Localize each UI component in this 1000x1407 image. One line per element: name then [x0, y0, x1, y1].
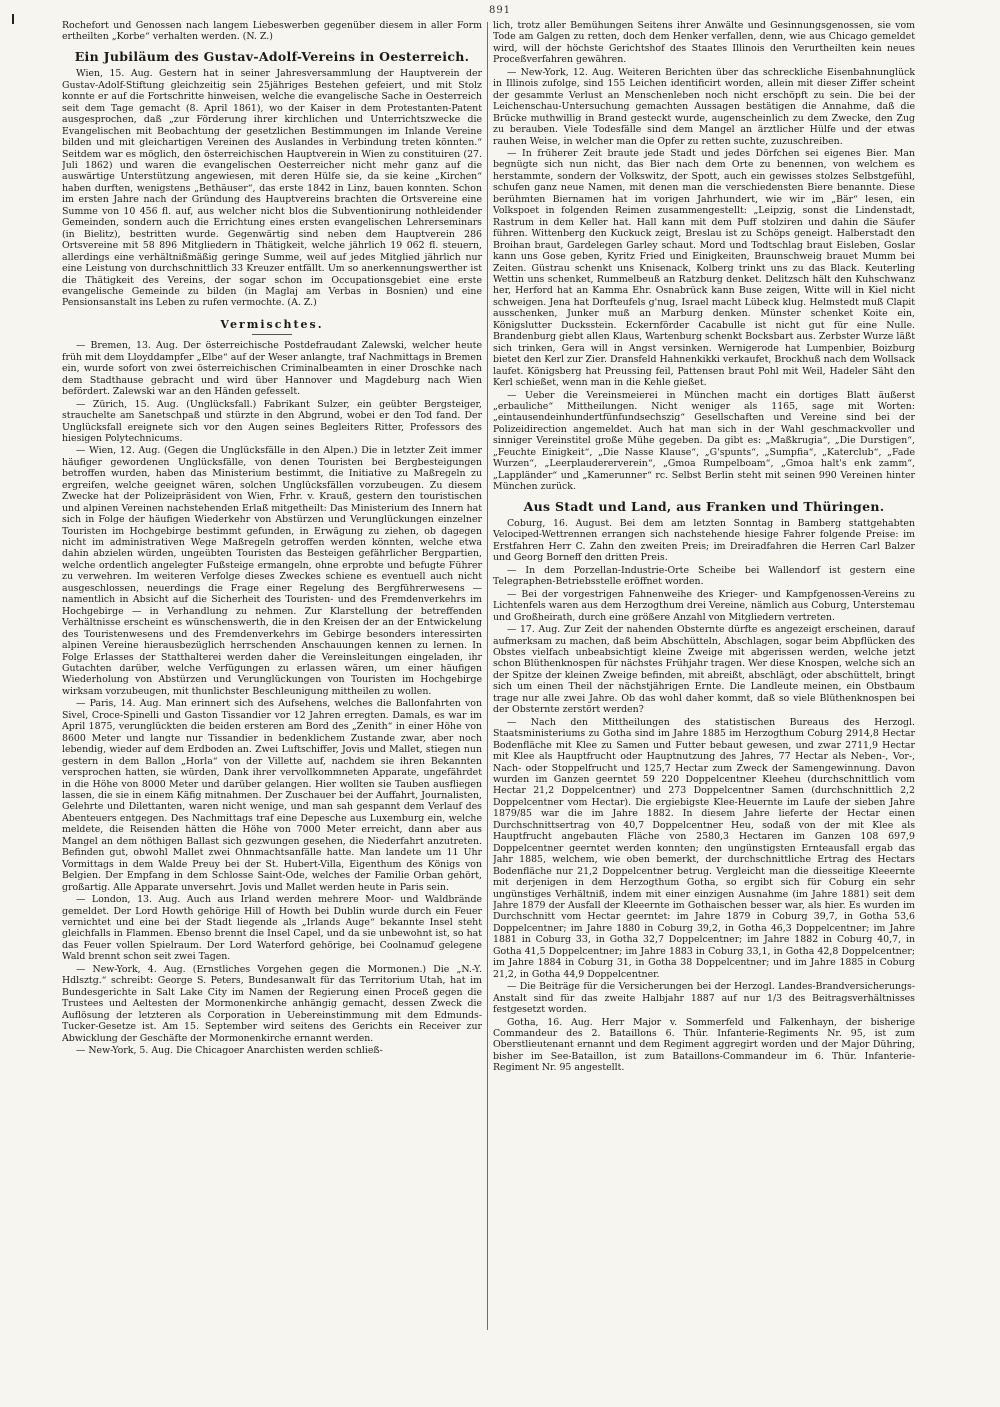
news-paragraph-chicago-cont: lich, trotz aller Bemühungen Seitens ihrer Anwälte und Gesinnungsgenossen, sie vom Tode am Galgen zu retten, doch dem Henker verfallen, denn, wie aus Chicago gemeldet wird, will der höchste Gerichtshof des Staates Illinois den Verurtheilten kein neues Proceßverfahren gewähren. — [493, 20, 915, 66]
news-paragraph-gotha: Gotha, 16. Aug. Herr Major v. Sommerfeld und Falkenhayn, der bisherige Commandeur des 2. Bataillons 6. Thür. Infanterie-Regiments Nr. 95, ist zum Oberstlieutenant ernannt und dem Regiment aggregirt worden und der Major Dühring, bisher im See-Bataillon, ist zum Bataillons-Commandeur im 6. Thür. Infanterie-Regiment Nr. 95 angestellt. — [493, 1016, 915, 1074]
news-paragraph-bremen: — Bremen, 13. Aug. Der österreichische Postdefraudant Zalewski, welcher heute früh mit dem Lloyddampfer „Elbe“ auf der Weser anlangte, traf Nachmittags in Bremen ein, wurde sofort von zwei österreichischen Criminalbeamten in einer Droschke nach dem Stadthause gebracht und wird über Hannover und Magdeburg nach Wien befördert. Zalewski war an den Händen gefesselt. — [62, 340, 482, 398]
column-divider — [487, 22, 488, 1330]
left-column — [62, 20, 482, 1330]
news-paragraph-newyork-12: — New-York, 12. Aug. Weiteren Berichten über das schreckliche Eisenbahnunglück in Illinois zufolge, sind 155 Leichen identificirt worden, allein mit dieser Ziffer scheint der gesammte Verlust an Menschenleben noch nicht erschöpft zu sein. Die bei der Leichenschau-Untersuchung gemachten Aussagen bestätigen die Annahme, daß die Brücke muthwillig in Brand gesteckt wurde, augenscheinlich zu dem Zwecke, den Zug zu berauben. Viele Todesfälle sind dem Mangel an ärztlicher Hülfe und der etwas rauhen Weise, in welcher man die Opfer zu retten suchte, zuzuschreiben. — [493, 66, 915, 147]
right-column — [493, 20, 915, 1320]
news-paragraph-brandversicherung: — Die Beiträge für die Versicherungen bei der Herzogl. Landes-Brandversicherungs-Anstalt sind für das zweite Halbjahr 1887 auf nur 1/3 des Beitragsverhältnisses festgesetzt worden. — [493, 981, 915, 1016]
intro-paragraph: Rochefort und Genossen nach langem Liebeswerben gegenüber diesem in aller Form ertheilten „Korbe“ verhalten werden. (N. Z.) — [62, 20, 482, 43]
news-paragraph-biernamen: — In früherer Zeit braute jede Stadt und jedes Dörfchen sei eigenes Bier. Man begnügte sich nun nicht, das Bier nach dem Orte zu benennen, von welchem es herstammte, sondern der Volkswitz, der Spott, auch ein gewisses stolzes Selbstgefühl, schufen ganz neue Namen, mit denen man die verschiedensten Biere benannte. Diese berühmten Biernamen hat im vorigen Jahrhundert, wie wir im „Bär“ lesen, ein Volkspoet in folgenden Reimen zusammengestellt: „Leipzig, sonst die Lindenstadt, Rastrum in dem Keller hat. Hall kann mit dem Puff stolziren und dahin die Säufer führen. Wittenberg den Kuckuck zeigt, Breslau ist zu Schöps geneigt. Halberstadt den Broihan braut, Gardelegen Garley schaut. Mord und Todtschlag braut Eisleben, Goslar kann uns Gose geben, Kyritz Fried und Einigkeiten, Braunschweig brauet Mumm bei Zeiten. Güstrau schenkt uns Knisenack, Kolberg trinkt uns zu das Black. Keuterling Wettin uns schenket, Rummelbeuß an Ratzburg denket. Delitzsch hält den Kuhschwanz her, Herford hat an Kamma Ehr. Osnabrück kann Buse zeigen, Witte will in Kiel nicht schweigen. Jena hat Dorfteufels g'nug, Israel macht Lübeck klug. Helmstedt muß Clapit ausschenken, Junker muß an Marburg denken. Münster schenket Koite ein, Königslutter Ducksstein. Eckernförder Cacabulle ist nicht gut für eine Nulle. Brandenburg giebt allen Klaus, Wartenburg schenkt Bocksbart aus. Zerbster Wurze läßt sich trinken, Gera will in Angst versinken. Wernigerode hat Lumpenbier, Boizburg bietet den Kerl zur Zier. Dransfeld Hahnenkikki verkaufet, Brockhuß nach dem Wollsack laufet. Königsberg hat Preussing feil, Pattensen braut Pohl mit Weil, Hadeler Säht den Kerl schießet, wenn man in die Kehle gießet. — [493, 147, 915, 389]
news-paragraph-paris: — Paris, 14. Aug. Man erinnert sich des Aufsehens, welches die Ballonfahrten von Sivel, Croce-Spinelli und Gaston Tissandier vor 12 Jahren erregten. Damals, es war im April 1875, verunglückten die beiden ersteren am Bord des „Zenith“ in einer Höhe von 8600 Meter und langte nur Tissandier in bedenklichem Zustande zwar, aber noch lebendig, wieder auf dem Erdboden an. Zwei Luftschiffer, Jovis und Mallet, stiegen nun gestern in dem Ballon „Horla“ von der Villette auf, nachdem sie ihren Bekannten versprochen hatten, sie würden, Dank ihrer vervollkommneten Apparate, ungefährdet in die Höhe von 8000 Meter und darüber gelangen. Hier wollten sie Tauben ausfliegen lassen, die sie in einem Käfig mitnahmen. Der Zuschauer bei der Auffahrt, Journalisten, Gelehrte und Dilettanten, waren nicht wenige, und man sah gespannt dem Verlauf des Abenteuers entgegen. Des Nachmittags traf eine Depesche aus Luxemburg ein, welche meldete, die Reisenden hätten die Höhe von 7000 Meter erreicht, dann aber aus Mangel an dem nöthigen Ballast sich gezwungen gesehen, die Niederfahrt anzutreten. Befinden gut, obwohl Mallet zwei Ohnmachtsanfälle hatte. Man landete um 11 Uhr Vormittags in dem Walde Preuy bei der St. Hubert-Villa, Eigenthum des Königs von Belgien. Der Empfang in dem Schlosse Saint-Ode, welches der Familie Orban gehört, großartig. Alle Apparate unversehrt. Jovis und Mallet werden heute in Paris sein. — [62, 698, 482, 893]
article-paragraph: Wien, 15. Aug. Gestern hat in seiner Jahresversammlung der Hauptverein der Gustav-Adolf-Stiftung gleichzeitig sein 25jähriges Bestehen gefeiert, und mit Stolz konnte er auf die Fortschritte hinweisen, welche die evangelische Sache in Oesterreich seit dem Tage gemacht (8. April 1861), wo der Kaiser in dem Protestanten-Patent ausgesprochen, daß „zur Förderung ihrer kirchlichen und Unterrichtszwecke die Evangelischen mit Beobachtung der gesetzlichen Bestimmungen im Inlande Vereine bilden und mit gleichartigen Vereinen des Auslandes in Verbindung treten könnten.“ Seitdem war es möglich, den österreichischen Hauptverein in Wien zu constituiren (27. Juli 1862) und waren die evangelischen Oesterreicher nicht mehr ganz auf die auswärtige Unterstützung angewiesen, mit deren Hülfe sie, da sie keine „Kirchen“ haben durften, wenigstens „Bethäuser“, das erste 1842 in Linz, bauen konnten. Schon im ersten Jahre nach der Gründung des Hauptvereins brachten die Ortsvereine eine Summe von 10 456 fl. auf, aus welcher nicht blos die Subventionirung nothleidender Gemeinden, sondern auch die Errichtung eines ersten evangelischen Lehrerseminars (in Bielitz), bestritten wurde. Gegenwärtig sind neben dem Hauptverein 286 Ortsvereine mit 58 896 Mitgliedern in Thätigkeit, welche jährlich 19 062 fl. steuern, allerdings eine verhältnißmäßig geringe Summe, weil auf jedes Mitglied jährlich nur eine Leistung von durchschnittlich 33 Kreuzer entfällt. Um so anerkennungswerther ist die Thätigkeit des Vereins, der sogar schon im Occupationsgebiet eine erste evangelische Gemeinde zu bilden (in Maglaj am Verbas in Bosnien) und eine Pensionsanstalt ins Leben zu rufen vermochte. (A. Z.) — [62, 68, 482, 309]
news-paragraph-newyork-5: — New-York, 5. Aug. Die Chicagoer Anarchisten werden schließ- — [76, 1044, 383, 1056]
heading-rule — [252, 334, 292, 335]
news-paragraph-zuerich: — Zürich, 15. Aug. (Unglücksfall.) Fabrikant Sulzer, ein geübter Bergsteiger, strauchelte am Sanetschpaß und stürzte in den Abgrund, wobei er den Tod fand. Der Unglücksfall ereignete sich vor den Augen seines Begleiters Ritter, Professors des hiesigen Polytechnicums. — [62, 398, 482, 444]
page-number: 891 — [488, 5, 512, 16]
news-paragraph-obsternte: — 17. Aug. Zur Zeit der nahenden Obsternte dürfte es angezeigt erscheinen, darauf aufmerksam zu machen, daß beim Abschütteln, Abschlagen, sogar beim Abpflücken des Obstes vielfach unbeabsichtigt kleine Zweige mit abgerissen werden, welche jetzt schon Blüthenknospen für nächstes Frühjahr tragen. Wer diese Knospen, welche sich an der Spitze der kleinen Zweige befinden, mit abreißt, abschlägt, oder abschüttelt, bringt sich um einen Theil der nächstjährigen Ernte. Die Landleute meinen, ein Obstbaum trage nur alle zwei Jahre. Ob das wohl daher kommt, daß so viele Blüthenknospen bei der Obsternte zerstört werden? — [493, 624, 915, 716]
news-paragraph-lichtenfels: — Bei der vorgestrigen Fahnenweihe des Krieger- und Kampfgenossen-Vereins zu Lichtenfels waren aus dem Herzogthum drei Vereine, nämlich aus Coburg, Unterstemau und Großheirath, durch eine größere Anzahl von Mitgliedern vertreten. — [493, 588, 915, 623]
news-paragraph-scheibe: — In dem Porzellan-Industrie-Orte Scheibe bei Wallendorf ist gestern eine Telegraphen-Betriebsstelle eröffnet worden. — [493, 564, 915, 588]
news-paragraph-muenchen: — Ueber die Vereinsmeierei in München macht ein dortiges Blatt äußerst „erbauliche“ Mittheilungen. Nicht weniger als 1165, sage mit Worten: „eintausendeinhundertfünfundsechszig“ Gesellschaften und Vereine sind bei der Polizeidirection angemeldet. Auch hat man sich in der Wahl geschmackvoller und sinniger Vereinstitel große Mühe gegeben. Da gibt es: „Maßkrugia“, „Die Durstigen“, „Feuchte Einigkeit“, „Die Nasse Klause“, „G'spunts“, „Sumpfia“, „Katerclub“, „Fade Wurzen“, „Leerplaudererverein“, „Gmoa Rumpelboam“, „Gmoa halt's enk zamm“, „Lappländer“ und „Kamerunner“ rc. Selbst Berlin steht mit seinen 990 Vereinen hinter München zurück. — [493, 389, 915, 493]
news-paragraph-coburg: Coburg, 16. August. Bei dem am letzten Sonntag in Bamberg stattgehabten Velociped-Wettrennen errangen sich nachstehende hiesige Fahrer folgende Preise: im Erstfahren Herr C. Zahn den zweiten Preis; im Dreiradfahren die Herren Carl Balzer und Georg Borneff den dritten Preis. — [493, 518, 915, 564]
news-paragraph-kleeernte: — Nach den Mittheilungen des statistischen Bureaus des Herzogl. Staatsministeriums zu Gotha sind im Jahre 1885 im Herzogthum Coburg 2914,8 Hectar Bodenfläche mit Klee zu Samen und Futter bebaut gewesen, und zwar 2711,9 Hectar mit Klee als Hauptfrucht oder Hauptnutzung des Jahres, 77 Hectar als Neben-, Vor-, Nach- oder Stoppelfrucht und 125,7 Hectar zum Zweck der Samengewinnung. Davon wurden im Ganzen geerntet 59 220 Doppelcentner Kleeheu (durchschnittlich vom Hectar 21,2 Doppelcentner) und 273 Doppelcentner Samen (durchschnittlich 2,2 Doppelcentner vom Hectar). Die ergiebigste Klee-Heuernte im Laufe der sieben Jahre 1879/85 war die im Jahre 1882. In diesem Jahre lieferte der Hectar einen Durchschnittsertrag von 40,7 Doppelcentner Heu, sodaß von der mit Klee als Hauptfrucht angebauten Fläche von 2580,3 Hectaren im Ganzen 108 697,9 Doppelcentner geerntet werden konnten; den ungünstigsten Ernteausfall ergab das Jahr 1885, welchem, wie oben bemerkt, der durchschnittliche Ertrag des Hectars Bodenfläche nur 21,2 Doppelcentner betrug. Vergleicht man die diesseitige Kleeernte mit derjenigen in dem Herzogthum Gotha, so ergibt sich für Coburg ein sehr ungünstiges Verhältniß, indem mit einer einzigen Ausnahme (im Jahre 1881) seit dem Jahre 1879 der Ausfall der Kleeernte im Gothaischen besser war, als hier. Es wurden im Durchschnitt vom Hectar geerntet: im Jahre 1879 in Coburg 39,7, in Gotha 53,6 Doppelcentner; im Jahre 1880 in Coburg 39,2, in Gotha 46,3 Doppelcentner; im Jahre 1881 in Coburg 33, in Gotha 32,7 Doppelcentner; im Jahre 1882 in Coburg 40,7, in Gotha 41,5 Doppelcentner; im Jahre 1883 in Coburg 33,1, in Gotha 42,8 Doppelcentner; im Jahre 1884 in Coburg 31, in Gotha 38 Doppelcentner; und im Jahre 1885 in Coburg 21,2, in Gotha 44,9 Doppelcentner. — [493, 716, 915, 980]
news-paragraph-wien: — Wien, 12. Aug. (Gegen die Unglücksfälle in den Alpen.) Die in letzter Zeit immer häufiger gewordenen Unglücksfälle, von denen Touristen bei Bergbesteigungen betroffen wurden, haben das Ministerium bestimmt, die Initiative zu Maßregeln zu ergreifen, welche geeignet wären, solchen Unglücksfällen vorzubeugen. Zu diesem Zwecke hat der Polizeipräsident von Wien, Frhr. v. Krauß, gestern den touristischen und alpinen Vereinen nachstehenden Erlaß mitgetheilt: Das Ministerium des Innern hat sich in Folge der häufigen Wiederkehr von Abstürzen und Verunglückungen einzelner Touristen im Hochgebirge bestimmt gefunden, in Erwägung zu ziehen, ob dagegen nicht im administrativen Wege Maßregeln getroffen werden könnten, welche etwa dahin abzielen würden, ungeübten Touristen das Besteigen gefährlicher Bergpartien, welche ordentlich angelegter Fußsteige ermangeln, ohne erprobte und befugte Führer zu verwehren. Im weiteren Verfolge dieses Zweckes schiene es eventuell auch nicht ausgeschlossen, neuerdings die Frage einer Regelung des Bergführerwesens — namentlich in Absicht auf die Sicherheit des Touristen- und des Fremdenverkehrs im Hochgebirge — in Verhandlung zu nehmen. Zur Klarstellung der betreffenden Verhältnisse erscheint es wünschenswerth, die in den Kreisen der an der Entwickelung des Touristenwesens und des Fremdenverkehrs im Gebirge besonders interessirten alpinen Vereine hierausbezüglich herrschenden Anschauungen kennen zu lernen. In Folge Erlasses der Statthalterei werden daher die Vereinsleitungen eingeladen, ihr Gutachten darüber, welche Verfügungen zu erlassen wären, um einer häufigen Wiederholung von Abstürzen und Verunglückungen von Touristen im Hochgebirge wirksam vorzubeugen, mit thunlichster Beschleunigung mittheilen zu wollen. — [62, 445, 482, 697]
section-heading-vermischtes: Vermischtes. — [220, 317, 324, 331]
news-paragraph-london: — London, 13. Aug. Auch aus Irland werden mehrere Moor- und Waldbrände gemeldet. Der Lord Howth gehörige Hill of Howth bei Dublin wurde durch ein Feuer vernichtet und eine bei der Stadt liegende als „Irlands Auge“ bekannte Insel steht gleichfalls in Flammen. Ebenso brennt die Insel Capel, und da sie unbewohnt ist, so hat das Feuer vollen Spielraum. Der Lord Waterford gehörige, bei Coolnamuď gelegene Wald brennt schon seit zwei Tagen. — [62, 894, 482, 963]
article-heading-jubilaeum: Ein Jubiläum des Gustav-Adolf-Vereins in Oesterreich. — [74, 48, 470, 64]
news-paragraph-newyork-4: — New-York, 4. Aug. (Ernstliches Vorgehen gegen die Mormonen.) Die „N.-Y. Hdlsztg.“ schreibt: George S. Peters, Bundesanwalt für das Territorium Utah, hat im Bundesgerichte in Salt Lake City im Namen der Regierung einen Proceß gegen die Trustees und Aeltesten der Mormonenkirche anhängig gemacht, dessen Zweck die Auflösung der letzteren als Corporation in Uebereinstimmung mit dem Edmunds-Tucker-Gesetze ist. Am 15. September wird seitens des Gerichts ein Receiver zur Abwicklung der Geschäfte der Mormonenkirche ernannt werden. — [62, 963, 482, 1044]
section-heading-stadt-und-land: Aus Stadt und Land, aus Franken und Thüringen. — [523, 498, 885, 514]
